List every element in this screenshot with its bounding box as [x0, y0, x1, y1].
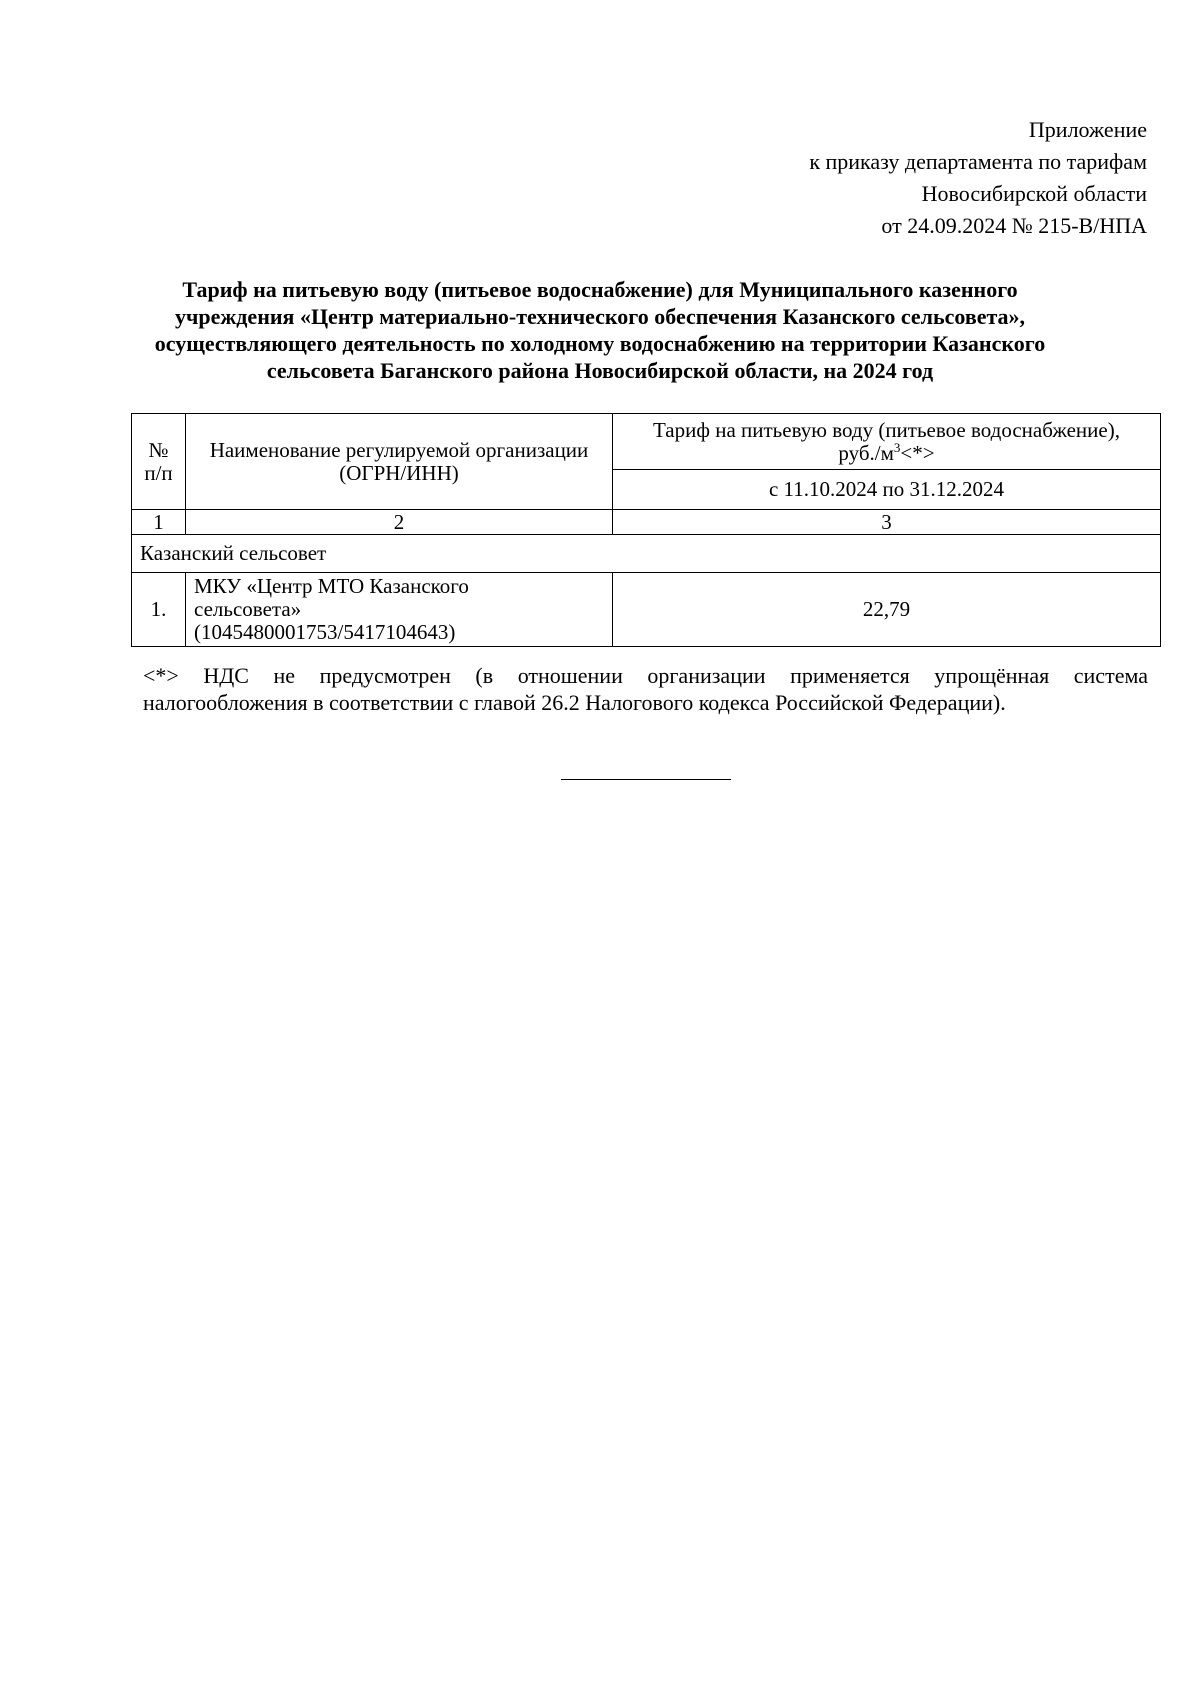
title-line: учреждения «Центр материально-технического обеспечения Казанского сельсовета», [174, 304, 1026, 329]
title-line: Тариф на питьевую воду (питьевое водоснабжение) для Муниципального казенного [182, 277, 1018, 302]
header-number-symbol: № [148, 437, 169, 462]
column-number-cell: 2 [186, 510, 613, 535]
title-line: сельсовета Баганского района Новосибирской области, на 2024 год [266, 358, 934, 383]
appendix-line: от 24.09.2024 № 215-В/НПА [881, 213, 1147, 238]
column-number-cell: 3 [613, 510, 1161, 535]
appendix-line: к приказу департамента по тарифам [809, 149, 1147, 174]
row-organization-name-cont: сельсовета» [194, 597, 302, 621]
appendix-line: Новосибирской области [921, 181, 1147, 206]
footnote [143, 662, 1148, 716]
document-title [140, 276, 1060, 384]
header-tariff-cell [613, 414, 1161, 470]
footnote-line: налогообложения в соответствии с главой 26.2 Налогового кодекса Российской Федерации). [143, 690, 1006, 715]
table-header-row [132, 414, 1161, 470]
appendix-line: Приложение [1028, 117, 1147, 142]
header-number-abbr: п/п [144, 460, 173, 485]
title-line: осуществляющего деятельность по холодному водоснабжению на территории Казанского [154, 331, 1046, 356]
row-organization-cell [186, 573, 613, 647]
header-tariff-unit-power: 3 [893, 439, 901, 455]
row-number-cell: 1. [132, 573, 186, 647]
header-tariff-footnote-mark: <*> [900, 440, 935, 465]
header-organization-cell [186, 414, 613, 510]
section-row [132, 535, 1161, 573]
column-number-cell: 1 [132, 510, 186, 535]
closing-separator-line [561, 779, 731, 780]
header-tariff-unit-line [621, 439, 1152, 465]
header-organization-label: Наименование регулируемой организации [209, 437, 589, 462]
section-title-cell: Казанский сельсовет [132, 535, 1161, 573]
column-numbers-row [132, 510, 1161, 535]
appendix-header [809, 114, 1147, 242]
tariff-table [131, 413, 1161, 647]
header-number-cell [132, 414, 186, 510]
header-period-cell: с 11.10.2024 по 31.12.2024 [613, 470, 1161, 510]
row-organization-name: МКУ «Центр МТО Казанского [194, 574, 469, 598]
header-tariff-unit: руб./м [838, 440, 894, 465]
header-organization-ids: (ОГРН/ИНН) [339, 460, 459, 485]
table-row [132, 573, 1161, 647]
row-organization-ids: (1045480001753/5417104643) [194, 620, 456, 644]
row-tariff-cell: 22,79 [613, 573, 1161, 647]
footnote-line: <*> НДС не предусмотрен (в отношении организации применяется упрощённая система [143, 663, 1148, 688]
header-tariff-label: Тариф на питьевую воду (питьевое водоснабжение), [653, 417, 1120, 442]
